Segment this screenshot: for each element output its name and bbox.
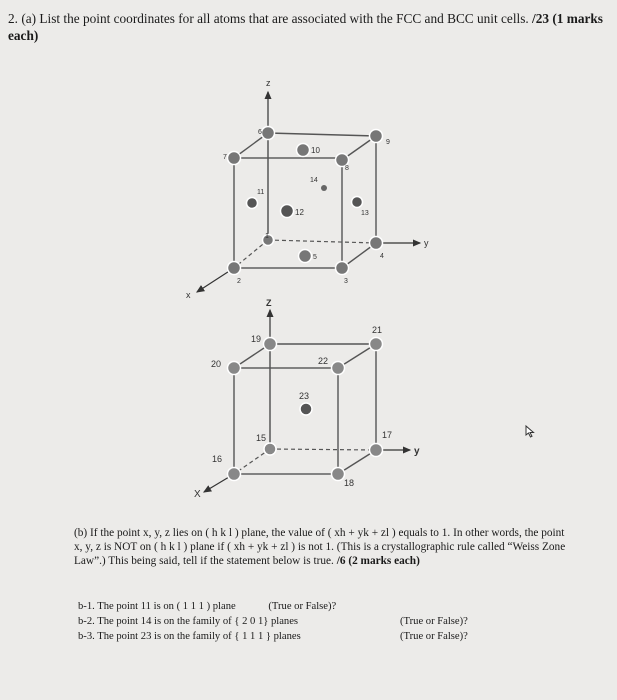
fcc-atom	[297, 144, 310, 157]
point-label: 12	[295, 208, 304, 217]
statement-text: b-1. The point 11 is on ( 1 1 1 ) plane	[78, 601, 236, 612]
bcc-atom	[228, 468, 241, 481]
point-label: 20	[211, 359, 222, 369]
statement-b2	[78, 615, 468, 628]
fcc-y-label: y	[424, 238, 429, 248]
bcc-cube	[194, 298, 420, 500]
point-label: 14	[310, 177, 318, 184]
bcc-atom	[332, 362, 345, 375]
fcc-atom	[247, 198, 258, 209]
point-label: 18	[344, 478, 355, 488]
bcc-z-label: Z	[266, 298, 272, 308]
point-label: 16	[212, 454, 223, 464]
bcc-atom	[264, 443, 276, 455]
bcc-atom	[264, 338, 277, 351]
fcc-atom	[336, 262, 349, 275]
fcc-atom	[281, 205, 294, 218]
point-label: 10	[311, 146, 320, 155]
question-b	[74, 526, 574, 569]
point-label: 3	[344, 278, 348, 285]
fcc-atom	[228, 262, 241, 275]
fcc-atom	[262, 127, 275, 140]
bcc-atom	[300, 403, 312, 415]
fcc-z-label: z	[266, 78, 271, 88]
statement-answer: (True or False)?	[400, 616, 468, 627]
point-label: 1	[265, 233, 269, 240]
statement-text: b-2. The point 14 is on the family of { 2 0 1} planes	[78, 616, 299, 627]
statement-b3	[78, 630, 468, 643]
point-label: 11	[257, 189, 265, 196]
fcc-atom	[321, 185, 327, 191]
point-label: 8	[345, 165, 349, 172]
mouse-cursor-icon	[522, 424, 538, 440]
bcc-atom	[228, 362, 241, 375]
point-label: 7	[223, 154, 227, 161]
point-label: 15	[256, 433, 267, 443]
point-label: 2	[237, 278, 241, 285]
fcc-atom	[228, 152, 241, 165]
bcc-atom	[332, 468, 345, 481]
point-label: 19	[251, 334, 262, 344]
bcc-atom	[370, 444, 383, 457]
question-number: 2.	[8, 11, 18, 26]
statement-answer: (True or False)?	[400, 631, 468, 642]
point-label: 21	[372, 325, 383, 335]
bcc-y-label: y	[414, 446, 420, 457]
statement-answer: (True or False)?	[268, 601, 337, 612]
question-b-text: (b) If the point x, y, z lies on ( h k l ) plane, the value of ( xh + yk + zl ) equals to 1. In other words, the point x, y, z is NOT on ( h k l ) plane if ( xh + yk + zl ) is not 1. (This is a crystallographic rule called “Weiss Zone Law”.) This being said, tell if the statement below is true.	[74, 527, 566, 568]
point-label: 5	[313, 254, 317, 261]
statement-text: b-3. The point 23 is on the family of { 1 1 1 } planes	[78, 631, 301, 642]
fcc-cube	[186, 78, 429, 300]
question-a-text: (a) List the point coordinates for all atoms that are associated with the FCC and BCC unit cells.	[21, 11, 529, 26]
fcc-atom	[370, 130, 383, 143]
point-label: 17	[382, 430, 393, 440]
fcc-atom	[352, 197, 363, 208]
point-label: 6	[258, 129, 262, 136]
question-b-score: /6 (2 marks each)	[336, 555, 420, 568]
point-label: 13	[361, 210, 369, 217]
point-label: 22	[318, 356, 329, 366]
statement-b1	[78, 600, 336, 613]
fcc-atom	[370, 237, 383, 250]
point-label: 4	[380, 253, 384, 260]
question-a-score: /23 (1 marks each)	[8, 11, 603, 43]
point-label: 9	[386, 139, 390, 146]
fcc-atom	[299, 250, 312, 263]
bcc-x-label: X	[194, 489, 201, 500]
bcc-atom	[370, 338, 383, 351]
point-label: 23	[299, 391, 310, 401]
fcc-x-label: x	[186, 290, 191, 300]
